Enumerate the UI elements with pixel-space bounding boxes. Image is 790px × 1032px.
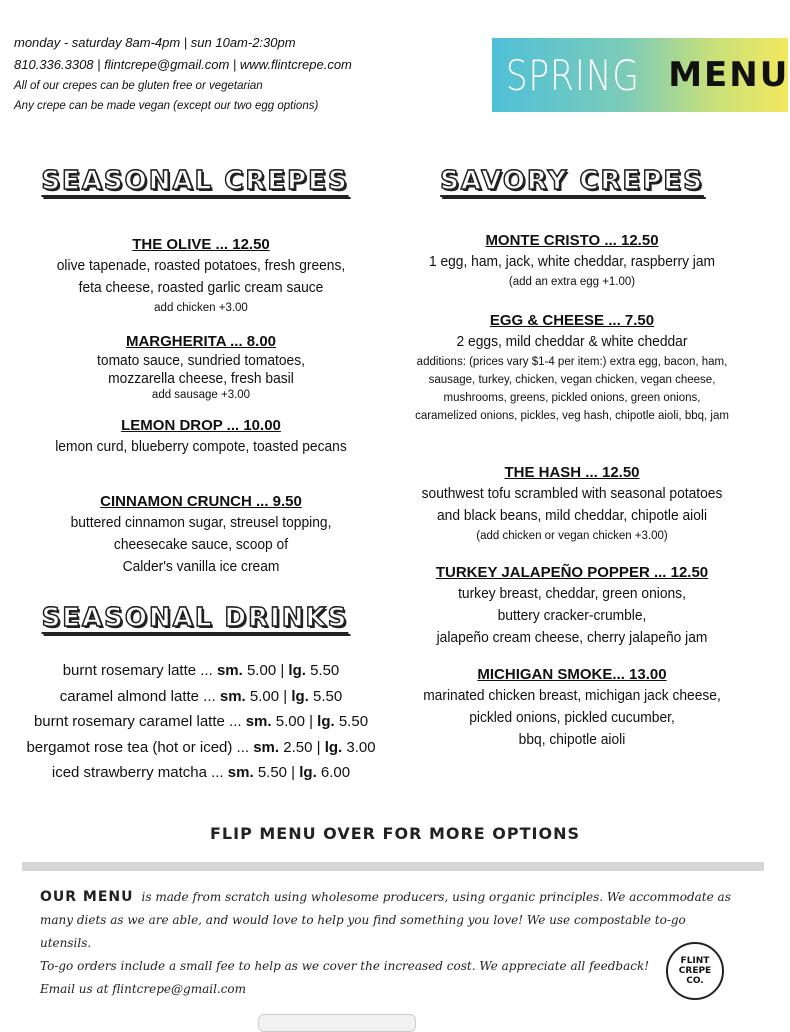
item-desc: bbq, chipotle aioli: [518, 731, 626, 748]
item-desc: tomato sauce, sundried tomatoes,: [97, 352, 305, 369]
drink-item: iced strawberry matcha ... sm. 5.50 | lg. 6.00: [51, 764, 351, 781]
drink-item: bergamot rose tea (hot or iced) ... sm. 2.50 | lg. 3.00: [26, 738, 376, 756]
item-name: MICHIGAN SMOKE... 13.00: [477, 666, 667, 683]
item-desc: buttery cracker-crumble,: [497, 607, 647, 624]
item-desc: 1 egg, ham, jack, white cheddar, raspberry jam: [428, 253, 716, 270]
item-desc: feta cheese, roasted garlic cream sauce: [78, 279, 324, 296]
menu-item-egg-and-cheese: [396, 311, 748, 425]
item-desc: pickled onions, pickled cucumber,: [469, 709, 675, 726]
drink-item: burnt rosemary latte ... sm. 5.00 | lg. 5.50: [62, 662, 340, 679]
item-note: (add chicken or vegan chicken +3.00): [476, 530, 668, 542]
menu-item-monte-cristo: [396, 231, 748, 291]
banner-menu-text: MENU: [668, 55, 790, 95]
footer-line-3: To-go orders include a small fee to help as we cover the increased cost. We appreciate all feedback!: [40, 959, 650, 973]
flip-menu-note: FLIP MENU OVER FOR MORE OPTIONS: [209, 824, 581, 843]
item-note: add chicken +3.00: [154, 302, 248, 314]
item-note: add sausage +3.00: [151, 389, 251, 401]
item-name: MARGHERITA ... 8.00: [125, 333, 277, 350]
seasonal-crepes-title: SEASONAL CREPES: [41, 166, 349, 196]
savory-crepes-title: SAVORY CREPES: [440, 166, 704, 196]
gluten-free-note: All of our crepes can be gluten free or vegetarian: [14, 80, 263, 92]
item-name: TURKEY JALAPEÑO POPPER ... 12.50: [435, 564, 709, 581]
item-desc: olive tapenade, roasted potatoes, fresh greens,: [56, 257, 346, 274]
spring-menu-banner: [492, 38, 788, 112]
item-note: (add an extra egg +1.00): [508, 276, 636, 288]
item-name: LEMON DROP ... 10.00: [121, 417, 281, 434]
item-name: THE HASH ... 12.50: [504, 464, 640, 481]
drink-item: burnt rosemary caramel latte ... sm. 5.00 | lg. 5.50: [33, 713, 369, 730]
footer-lead: OUR MENU: [40, 889, 134, 905]
header-info: [14, 32, 434, 116]
seasonal-drinks-title: SEASONAL DRINKS: [41, 603, 349, 633]
item-desc: jalapeño cream cheese, cherry jalapeño jam: [436, 629, 708, 646]
menu-item-the-olive: [18, 235, 384, 317]
contact-text: 810.336.3308 | flintcrepe@gmail.com | www.flintcrepe.com: [14, 57, 352, 72]
seasonal-drinks-list: [18, 658, 384, 786]
item-desc: Calder's vanilla ice cream: [122, 558, 280, 575]
bottom-tab-handle[interactable]: [258, 1014, 416, 1032]
item-desc: buttered cinnamon sugar, streusel topping,: [70, 514, 332, 531]
menu-item-michigan-smoke: [396, 665, 748, 751]
footer-text: [40, 886, 740, 1001]
menu-item-the-hash: [396, 463, 748, 545]
seasonal-crepes-list: [18, 235, 384, 578]
item-note: sausage, turkey, chicken, vegan chicken, vegan cheese,: [428, 374, 716, 386]
banner-spring-text: SPRING: [505, 50, 640, 100]
item-desc: and black beans, mild cheddar, chipotle aioli: [436, 507, 708, 524]
divider: [22, 862, 764, 871]
menu-item-lemon-drop: [18, 416, 384, 458]
item-desc: mozzarella cheese, fresh basil: [108, 370, 294, 387]
hours-text: monday - saturday 8am-4pm | sun 10am-2:30pm: [14, 35, 296, 50]
footer-line-2: many diets as we are able, and would love to help you find something you love! We use compostable to-go utensils.: [40, 913, 686, 950]
footer-line-1: OUR MENU is made from scratch using wholesome producers, using organic principles. We accommodate as: [40, 889, 731, 905]
item-desc: southwest tofu scrambled with seasonal potatoes: [421, 485, 723, 502]
menu-item-margherita: [18, 332, 384, 402]
item-note: additions: (prices vary $1-4 per item:) extra egg, bacon, ham,: [416, 356, 728, 368]
item-desc: 2 eggs, mild cheddar & white cheddar: [456, 333, 688, 350]
item-name: MONTE CRISTO ... 12.50: [485, 232, 659, 249]
savory-crepes-list: [396, 231, 748, 751]
item-name: THE OLIVE ... 12.50: [132, 236, 270, 253]
item-note: caramelized onions, pickles, veg hash, chipotle aioli, bbq, jam: [415, 410, 729, 422]
menu-item-turkey-jalapeno-popper: [396, 563, 748, 649]
vegan-note: Any crepe can be made vegan (except our two egg options): [14, 100, 319, 112]
footer-email: Email us at flintcrepe@gmail.com: [40, 982, 247, 996]
flint-crepe-logo: FLINT CREPE CO.: [666, 942, 724, 1000]
item-desc: lemon curd, blueberry compote, toasted pecans: [55, 438, 347, 455]
item-note: mushrooms, greens, pickled onions, green onions,: [443, 392, 701, 404]
item-desc: cheesecake sauce, scoop of: [113, 536, 289, 553]
item-name: CINNAMON CRUNCH ... 9.50: [100, 493, 302, 510]
menu-item-cinnamon-crunch: [18, 492, 384, 578]
item-name: EGG & CHEESE ... 7.50: [489, 312, 655, 329]
drink-item: caramel almond latte ... sm. 5.00 | lg. 5.50: [59, 687, 343, 705]
item-desc: turkey breast, cheddar, green onions,: [458, 585, 686, 602]
item-desc: marinated chicken breast, michigan jack cheese,: [423, 687, 721, 704]
